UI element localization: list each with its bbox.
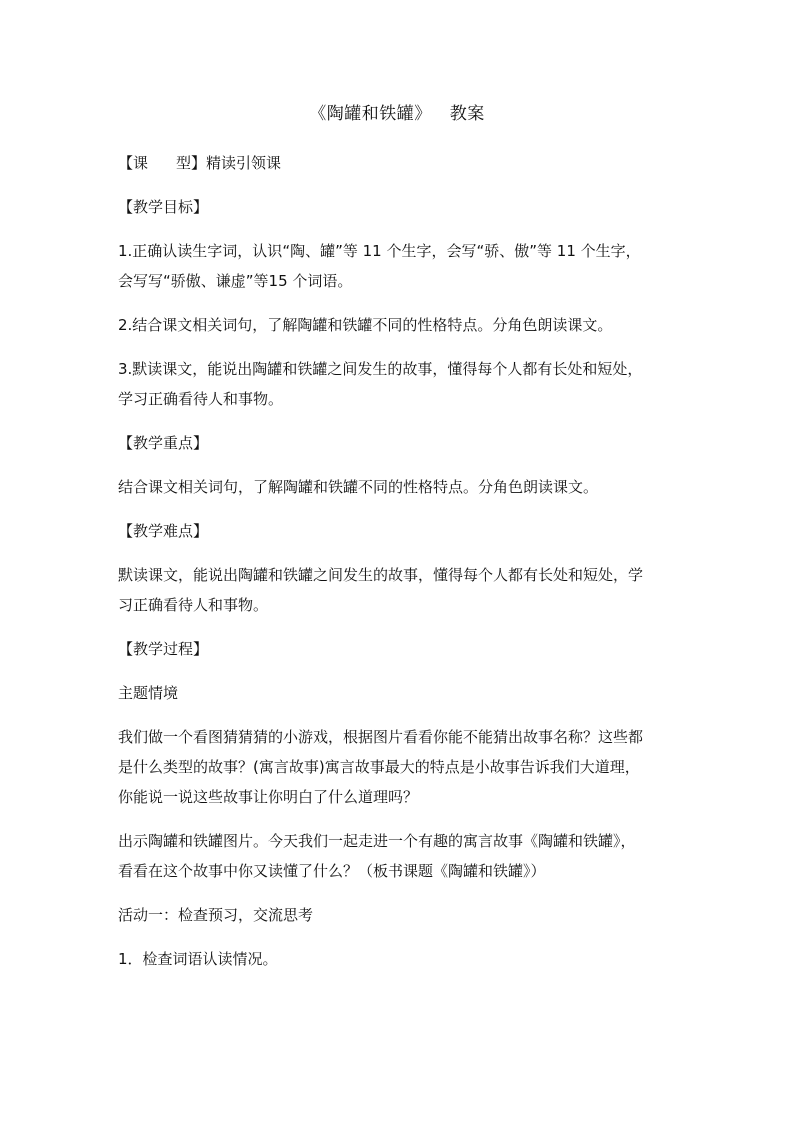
- difficult-line-2: 习正确看待人和事物。: [118, 596, 269, 614]
- show-line-1: 出示陶罐和铁罐图片。今天我们一起走进一个有趣的寓言故事《陶罐和铁罐》，: [118, 832, 636, 850]
- type-heading-close: 型】: [176, 154, 207, 172]
- goals-heading: 【教学目标】: [118, 198, 209, 216]
- goal-1-line-1: 1.正确认读生字词，认识“陶、罐”等 11 个生字，会写“骄、傲”等 11 个生字，: [118, 242, 641, 260]
- goal-1-line-2: 会写写“骄傲、谦虚”等15 个词语。: [118, 272, 353, 290]
- intro-line-1: 我们做一个看图猜猜猜的小游戏，根据图片看看你能不能猜出故事名称？这些都: [118, 728, 644, 746]
- title-main: 《陶罐和铁罐》: [309, 104, 432, 124]
- key-points-text: 结合课文相关词句，了解陶罐和铁罐不同的性格特点。分角色朗读课文。: [118, 478, 599, 496]
- goal-3-line-1: 3.默读课文，能说出陶罐和铁罐之间发生的故事，懂得每个人都有长处和短处，: [118, 360, 643, 378]
- goal-3: [118, 354, 676, 414]
- document-body: [118, 100, 676, 988]
- show-line-2: 看看在这个故事中你又读懂了什么？（板书课题《陶罐和铁罐》）: [118, 862, 546, 880]
- type-heading: [118, 148, 676, 178]
- show-paragraph: [118, 826, 676, 886]
- goal-2: 2.结合课文相关词句，了解陶罐和铁罐不同的性格特点。分角色朗读课文。: [118, 316, 613, 334]
- key-points-heading: 【教学重点】: [118, 434, 209, 452]
- intro-paragraph: [118, 722, 676, 812]
- theme-label: 主题情境: [118, 684, 179, 702]
- title-suffix: 教案: [449, 104, 485, 124]
- difficult-line-1: 默读课文，能说出陶罐和铁罐之间发生的故事，懂得每个人都有长处和短处，学: [118, 566, 644, 584]
- difficult-points-text: [118, 560, 676, 620]
- process-heading: 【教学过程】: [118, 640, 209, 658]
- step-1: 1．检查词语认读情况。: [118, 950, 278, 968]
- type-heading-value: 精读引领课: [206, 154, 282, 172]
- intro-line-2: 是什么类型的故事？(寓言故事)寓言故事最大的特点是小故事告诉我们大道理，: [118, 758, 640, 776]
- intro-line-3: 你能说一说这些故事让你明白了什么道理吗？: [118, 788, 419, 806]
- goal-3-line-2: 学习正确看待人和事物。: [118, 390, 284, 408]
- difficult-points-heading: 【教学难点】: [118, 522, 209, 540]
- activity-1-heading: 活动一：检查预习，交流思考: [118, 906, 314, 924]
- type-heading-open: 【课: [118, 154, 149, 172]
- goal-1: [118, 236, 676, 296]
- page-title: [118, 100, 676, 128]
